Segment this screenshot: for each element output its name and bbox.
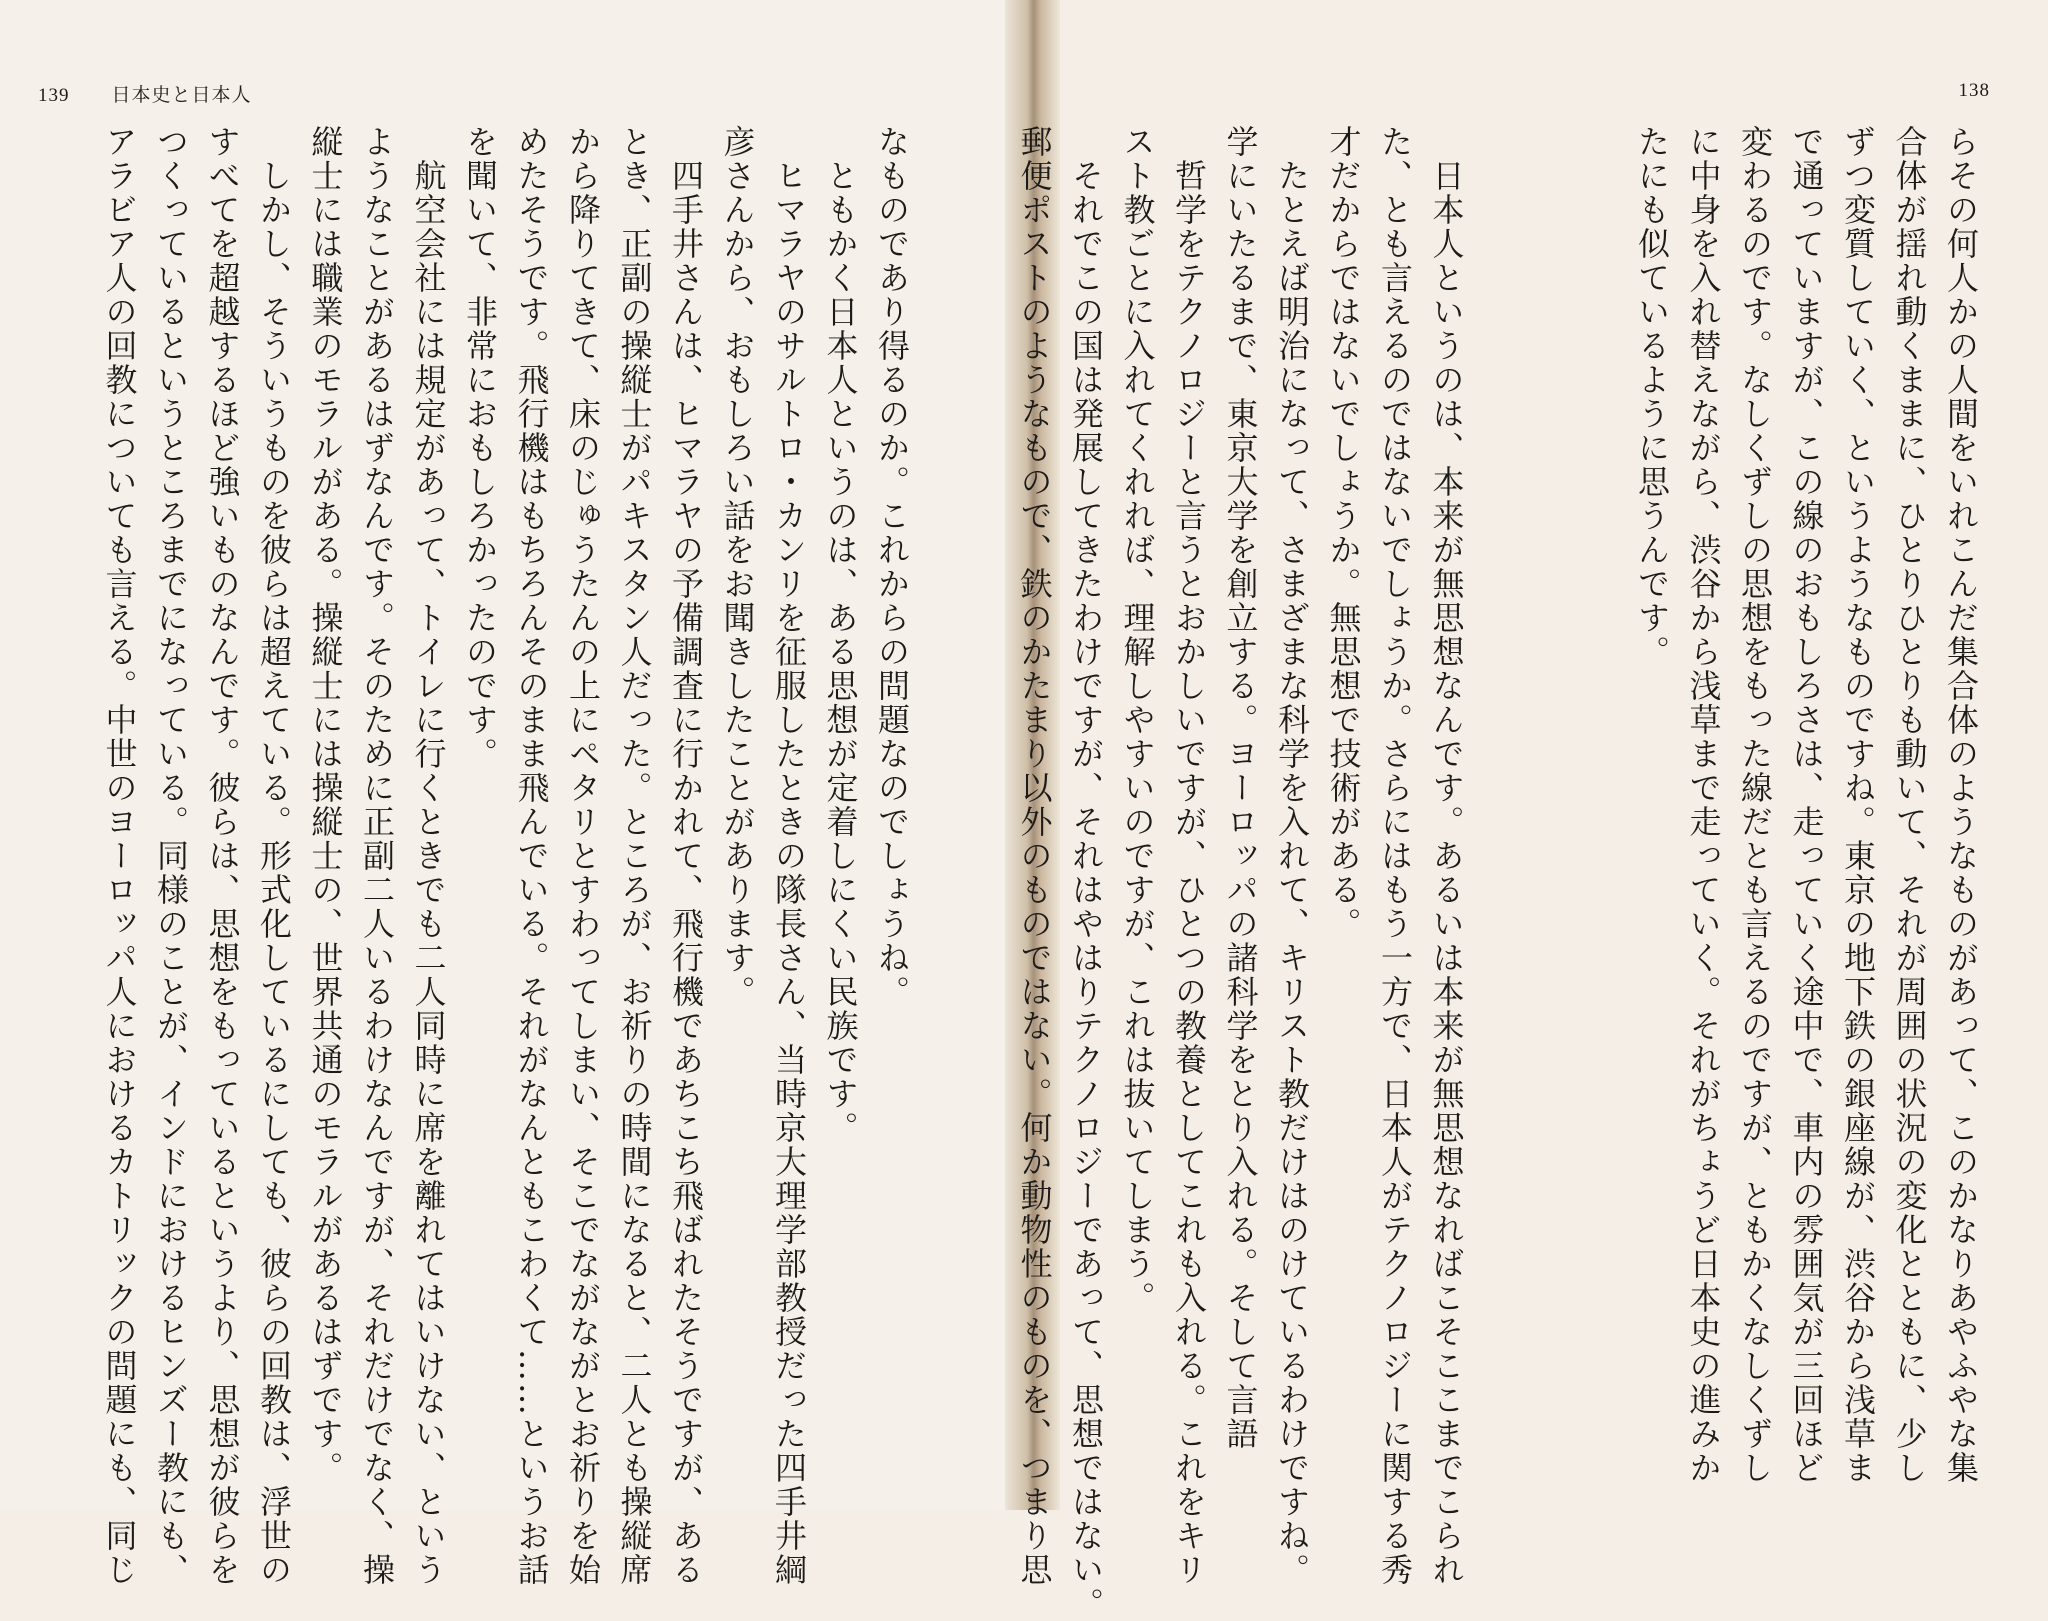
text-line: を聞いて、非常におもしろかったのです。	[461, 125, 499, 771]
text-line: た、とも言えるのではないでしょうか。さらにはもう一方で、日本人がテクノロジーに関する秀	[1376, 125, 1414, 1587]
text-line: 縦士には職業のモラルがある。操縦士には操縦士の、世界共通のモラルがあるはずです。	[306, 125, 345, 1485]
page-number-right: 138	[1958, 80, 1990, 101]
text-line: ずつ変質していく、というようなものですね。東京の地下鉄の銀座線が、渋谷から浅草ま	[1839, 125, 1877, 1485]
text-line: 日本人というのは、本来が無思想なんです。あるいは本来が無思想なればこそここまでこられ	[1427, 125, 1466, 1587]
text-line: つくっているというところまでになっている。同様のことが、インドにおけるヒンズー教にも、	[152, 125, 190, 1587]
text-line: なものであり得るのか。これからの問題なのでしょうね。	[873, 125, 911, 1009]
left-page	[0, 0, 1005, 1587]
text-line: アラビア人の回教についても言える。中世のヨーロッパ人におけるカトリックの問題にも、同じ	[100, 125, 139, 1587]
text-line: めたそうです。飛行機はもちろんそのまま飛んでいる。それがなんともこわくて……というお話	[512, 125, 551, 1587]
right-page	[1015, 0, 2048, 1621]
running-title: 日本史と日本人	[111, 85, 252, 106]
left-page-header	[38, 80, 252, 107]
text-line: 四手井さんは、ヒマラヤの予備調査に行かれて、飛行機であちこち飛ばれたそうですが、ある	[667, 125, 705, 1587]
page-number-left: 139	[38, 85, 70, 106]
text-line: から降りてきて、床のじゅうたんの上にペタリとすわってしまい、そこでながながとお祈りを始	[564, 125, 602, 1587]
text-line: 合体が揺れ動くままに、ひとりひとりも動いて、それが周囲の状況の変化とともに、少し	[1890, 125, 1929, 1485]
text-line: ともかく日本人というのは、ある思想が定着しにくい民族です。	[821, 125, 860, 1145]
text-line: 才だからではないでしょうか。無思想で技術がある。	[1324, 125, 1363, 941]
right-page-body	[1008, 125, 1986, 1621]
paragraph-gap	[1472, 125, 1626, 1445]
text-line: とき、正副の操縦士がパキスタン人だった。ところが、お祈りの時間になると、二人とも操縦席	[615, 125, 654, 1587]
text-line: それでこの国は発展してきたわけですが、それはやはりテクノロジーであって、思想ではない。	[1067, 125, 1105, 1621]
text-line: たにも似ているように思うんです。	[1633, 125, 1671, 669]
text-line: 哲学をテクノロジーと言うとおかしいですが、ひとつの教養としてこれも入れる。これをキリ	[1170, 125, 1208, 1587]
text-line: らその何人かの人間をいれこんだ集合体のようなものがあって、このかなりあやふやな集	[1942, 125, 1980, 1485]
text-line: で通っていますが、この線のおもしろさは、走っていく途中で、車内の雰囲気が三回ほど	[1787, 125, 1826, 1485]
text-line: ヒマラヤのサルトロ・カンリを征服したときの隊長さん、当時京大理学部教授だった四手井綱	[770, 125, 808, 1587]
text-line: に中身を入れ替えながら、渋谷から浅草まで走っていく。それがちょうど日本史の進みか	[1684, 125, 1723, 1485]
text-line: 彦さんから、おもしろい話をお聞きしたことがあります。	[718, 125, 757, 1009]
left-page-body	[93, 125, 917, 1587]
text-line: 学にいたるまで、東京大学を創立する。ヨーロッパの諸科学をとり入れる。そして言語	[1221, 125, 1260, 1451]
text-line: 航空会社には規定があって、トイレに行くときでも二人同時に席を離れてはいけない、という	[409, 125, 448, 1587]
text-line: 変わるのです。なしくずしの思想をもった線だとも言えるのですが、ともかくなしくずし	[1736, 125, 1774, 1485]
text-line: 郵便ポストのようなもので、鉄のかたまり以外のものではない。何か動物性のものを、つまり思	[1015, 125, 1054, 1587]
text-line: ようなことがあるはずなんです。そのために正副二人いるわけなんですが、それだけでなく、操	[358, 125, 396, 1587]
text-line: たとえば明治になって、さまざまな科学を入れて、キリスト教だけはのけているわけですね。	[1273, 125, 1311, 1587]
right-page-header	[1959, 80, 1991, 102]
text-line: スト教ごとに入れてくれれば、理解しやすいのですが、これは抜いてしまう。	[1118, 125, 1157, 1315]
text-line: しかし、そういうものを彼らは超えている。形式化しているにしても、彼らの回教は、浮世の	[255, 125, 293, 1587]
text-line: すべてを超越するほど強いものなんです。彼らは、思想をもっているというより、思想が彼らを	[203, 125, 242, 1587]
